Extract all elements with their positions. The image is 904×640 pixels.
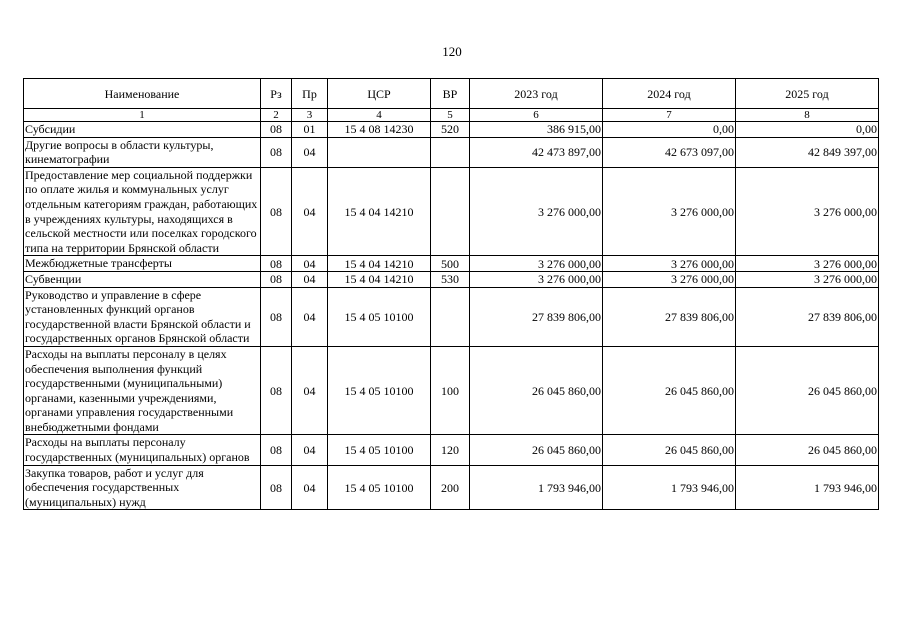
row-rz: 08 <box>261 287 292 346</box>
row-name: Субвенции <box>24 271 261 287</box>
row-2025: 42 849 397,00 <box>736 137 879 167</box>
row-2024: 1 793 946,00 <box>603 465 736 510</box>
row-2025: 1 793 946,00 <box>736 465 879 510</box>
row-2024: 3 276 000,00 <box>603 256 736 272</box>
row-vr: 120 <box>431 435 470 465</box>
row-pr: 04 <box>292 137 328 167</box>
header-2023: 2023 год <box>470 79 603 109</box>
row-2023: 26 045 860,00 <box>470 435 603 465</box>
table-row <box>24 287 879 346</box>
row-csr: 15 4 05 10100 <box>328 435 431 465</box>
row-name: Закупка товаров, работ и услуг для обеспечения государственных (муниципальных) нужд <box>24 465 261 510</box>
row-2023: 42 473 897,00 <box>470 137 603 167</box>
column-number-row <box>24 109 879 122</box>
column-number: 7 <box>603 109 736 122</box>
page-number: 120 <box>442 44 462 59</box>
row-2025: 3 276 000,00 <box>736 271 879 287</box>
row-rz: 08 <box>261 256 292 272</box>
table-row <box>24 137 879 167</box>
row-2024: 3 276 000,00 <box>603 271 736 287</box>
header-name: Наименование <box>24 79 261 109</box>
row-rz: 08 <box>261 465 292 510</box>
table-row <box>24 271 879 287</box>
table-row <box>24 435 879 465</box>
header-2024: 2024 год <box>603 79 736 109</box>
row-vr: 200 <box>431 465 470 510</box>
row-2024: 27 839 806,00 <box>603 287 736 346</box>
row-csr: 15 4 04 14210 <box>328 256 431 272</box>
header-pr: Пр <box>292 79 328 109</box>
row-vr <box>431 167 470 256</box>
row-csr <box>328 137 431 167</box>
row-pr: 04 <box>292 256 328 272</box>
row-rz: 08 <box>261 346 292 435</box>
row-name: Субсидии <box>24 122 261 138</box>
column-number: 5 <box>431 109 470 122</box>
row-name: Расходы на выплаты персоналу в целях обеспечения выполнения функций государственными (муниципальными) органами, казенными учреждениями, органами управления государственными внебюджетными фондами <box>24 346 261 435</box>
row-pr: 04 <box>292 435 328 465</box>
row-vr: 500 <box>431 256 470 272</box>
row-name: Другие вопросы в области культуры, кинематографии <box>24 137 261 167</box>
column-number: 2 <box>261 109 292 122</box>
row-rz: 08 <box>261 122 292 138</box>
row-rz: 08 <box>261 271 292 287</box>
row-csr: 15 4 05 10100 <box>328 346 431 435</box>
row-pr: 04 <box>292 167 328 256</box>
row-2023: 3 276 000,00 <box>470 271 603 287</box>
row-2024: 3 276 000,00 <box>603 167 736 256</box>
column-number: 1 <box>24 109 261 122</box>
row-pr: 04 <box>292 346 328 435</box>
row-csr: 15 4 05 10100 <box>328 465 431 510</box>
row-rz: 08 <box>261 435 292 465</box>
row-2025: 26 045 860,00 <box>736 346 879 435</box>
row-name: Предоставление мер социальной поддержки по оплате жилья и коммунальных услуг отдельным категориям граждан, работающих в учреждениях культуры, находящихся в сельской местности или поселках городского типа на территории Брянской области <box>24 167 261 256</box>
row-csr: 15 4 04 14210 <box>328 271 431 287</box>
column-number: 3 <box>292 109 328 122</box>
column-number: 4 <box>328 109 431 122</box>
row-2024: 42 673 097,00 <box>603 137 736 167</box>
column-number: 6 <box>470 109 603 122</box>
header-vr: ВР <box>431 79 470 109</box>
row-pr: 04 <box>292 465 328 510</box>
header-rz: Рз <box>261 79 292 109</box>
row-2024: 0,00 <box>603 122 736 138</box>
row-2023: 27 839 806,00 <box>470 287 603 346</box>
row-csr: 15 4 04 14210 <box>328 167 431 256</box>
column-number: 8 <box>736 109 879 122</box>
row-pr: 01 <box>292 122 328 138</box>
row-csr: 15 4 05 10100 <box>328 287 431 346</box>
table-row <box>24 465 879 510</box>
row-name: Расходы на выплаты персоналу государственных (муниципальных) органов <box>24 435 261 465</box>
row-name: Межбюджетные трансферты <box>24 256 261 272</box>
row-2023: 3 276 000,00 <box>470 256 603 272</box>
row-2025: 27 839 806,00 <box>736 287 879 346</box>
row-rz: 08 <box>261 137 292 167</box>
header-2025: 2025 год <box>736 79 879 109</box>
table-row <box>24 122 879 138</box>
header-row <box>24 79 879 109</box>
row-2025: 0,00 <box>736 122 879 138</box>
row-vr: 520 <box>431 122 470 138</box>
row-2025: 3 276 000,00 <box>736 167 879 256</box>
row-name: Руководство и управление в сфере установленных функций органов государственной власти Брянской области и государственных органов Брянской области <box>24 287 261 346</box>
row-rz: 08 <box>261 167 292 256</box>
row-vr: 100 <box>431 346 470 435</box>
table-row <box>24 256 879 272</box>
row-2023: 26 045 860,00 <box>470 346 603 435</box>
row-2024: 26 045 860,00 <box>603 346 736 435</box>
table-row <box>24 346 879 435</box>
row-2023: 386 915,00 <box>470 122 603 138</box>
row-csr: 15 4 08 14230 <box>328 122 431 138</box>
row-2025: 26 045 860,00 <box>736 435 879 465</box>
budget-table <box>23 78 879 510</box>
row-2023: 1 793 946,00 <box>470 465 603 510</box>
row-2024: 26 045 860,00 <box>603 435 736 465</box>
row-vr <box>431 287 470 346</box>
row-vr <box>431 137 470 167</box>
header-csr: ЦСР <box>328 79 431 109</box>
row-2023: 3 276 000,00 <box>470 167 603 256</box>
row-vr: 530 <box>431 271 470 287</box>
table-row <box>24 167 879 256</box>
row-pr: 04 <box>292 271 328 287</box>
row-pr: 04 <box>292 287 328 346</box>
row-2025: 3 276 000,00 <box>736 256 879 272</box>
